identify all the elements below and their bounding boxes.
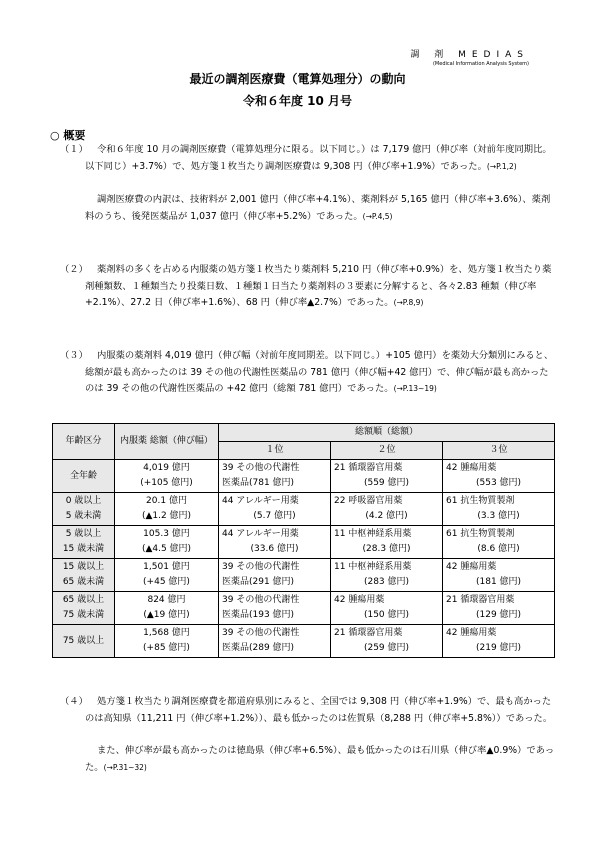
header-total-line2: （伸び幅） (167, 436, 213, 446)
rank3-value: (8.6 億円) (477, 544, 520, 554)
rank2-cell (331, 526, 443, 559)
header-rank1: １位 (219, 442, 331, 460)
table-row (53, 493, 555, 526)
rank2-value: (150 億円) (363, 610, 410, 620)
brand-subtitle: (Medical Information Analysis System) (432, 61, 529, 67)
overview-heading: ○ 概要 (50, 129, 86, 142)
rank1-name: 44 アレルギー用薬 (222, 529, 299, 539)
rank2-name: 42 腫瘍用薬 (334, 595, 385, 605)
rank1-value: 医薬品(289 億円) (222, 643, 295, 653)
rank1-value: 医薬品(781 億円) (222, 478, 295, 488)
section-3-paragraph (85, 348, 555, 398)
rank2-name: 11 中枢神経系用薬 (334, 529, 412, 539)
table-row (53, 592, 555, 625)
table-row (53, 526, 555, 559)
header-rank2: ２位 (331, 442, 443, 460)
rank1-value: (33.6 億円) (250, 544, 299, 554)
age-line1: 15 歳以上 (62, 562, 105, 572)
section-1-number: （１） (60, 144, 88, 155)
rank1-cell (219, 559, 331, 592)
section-1-text-1: 令和６年度 10 月の調剤医療費（電算処理分に限る。以下同じ。）は 7,179 億円（伸び率（対前年度同期比。以下同じ）+3.7%）で、処方箋１枚当たり調剤医療費は 9,308 円（伸び率+1.9%）であった。 (85, 144, 552, 172)
rank3-name: 61 抗生物質製剤 (446, 529, 515, 539)
section-2-number: （２） (60, 264, 88, 275)
total-change: (+85 億円) (143, 643, 190, 653)
rank3-name: 42 腫瘍用薬 (446, 463, 497, 473)
age-line1: 65 歳以上 (62, 595, 105, 605)
total-change: (+45 億円) (143, 577, 190, 587)
age-line2: 15 歳未満 (62, 544, 105, 554)
age-group-table (52, 423, 555, 658)
rank3-name: 42 腫瘍用薬 (446, 562, 497, 572)
section-4-text-2: また、伸び率が最も高かったのは徳島県（伸び率+6.5%）、最も低かったのは石川県（伸び率▲0.9%）であった。 (85, 745, 555, 773)
section-2-paragraph (85, 262, 555, 312)
rank3-cell (443, 625, 555, 658)
total-value: 824 億円 (147, 595, 186, 605)
section-2-text: 薬剤料の多くを占める内服薬の処方箋１枚当たり薬剤料 5,210 円（伸び率+0.9%）を、処方箋１枚当たり薬剤種類数、１種類当たり投薬日数、１種類１日当たり薬剤料の３要素に分解すると、各々2.83 種類（伸び率+2.1%）、27.2 日（伸び率+1.6%）、68 円（伸び率▲2.7%）であった。 (85, 264, 552, 308)
table-row (53, 460, 555, 493)
document-issue: 令和６年度 10 月号 (242, 94, 353, 108)
age-cell (53, 460, 115, 493)
total-value: 20.1 億円 (146, 496, 187, 506)
total-cell (115, 493, 219, 526)
header-rank3: ３位 (443, 442, 555, 460)
header-age: 年齢区分 (53, 424, 115, 460)
total-cell (115, 559, 219, 592)
section-2-ref: (→P.8,9) (393, 298, 424, 307)
section-1-text-2: 調剤医療費の内訳は、技術料が 2,001 億円（伸び率+4.1%）、薬剤料が 5,165 億円（伸び率+3.6%）、薬剤料のうち、後発医薬品が 1,037 億円（伸び率+5.2%）であった。 (85, 194, 551, 222)
rank3-name: 61 抗生物質製剤 (446, 496, 515, 506)
rank1-value: 医薬品(193 億円) (222, 610, 295, 620)
rank2-value: (28.3 億円) (362, 544, 411, 554)
section-4-text-1: 処方箋１枚当たり調剤医療費を都道府県別にみると、全国では 9,308 円（伸び率+1.9%）で、最も高かったのは高知県（11,211 円（伸び率+1.2%））、最も低かったのは佐賀県（8,288 円（伸び率+5.8%））であった。 (85, 696, 553, 724)
rank1-cell (219, 592, 331, 625)
rank2-value: (283 億円) (363, 577, 410, 587)
rank2-value: (4.2 億円) (365, 511, 408, 521)
rank3-value: (219 億円) (475, 643, 522, 653)
rank3-value: (129 億円) (475, 610, 522, 620)
age-cell (53, 526, 115, 559)
total-value: 105.3 億円 (143, 529, 190, 539)
total-change: (▲4.5 億円) (141, 544, 192, 554)
header-total-line1: 内服薬 総額 (120, 436, 168, 446)
rank3-name: 21 循環器官用薬 (446, 595, 515, 605)
total-cell (115, 526, 219, 559)
rank3-cell (443, 592, 555, 625)
rank2-name: 21 循環器官用薬 (334, 628, 403, 638)
section-1-paragraph-1 (85, 142, 555, 175)
rank1-name: 44 アレルギー用薬 (222, 496, 299, 506)
table-row (53, 559, 555, 592)
rank1-name: 39 その他の代謝性 (222, 628, 300, 638)
total-value: 1,568 億円 (143, 628, 190, 638)
age-cell (53, 559, 115, 592)
rank3-cell (443, 526, 555, 559)
rank3-value: (181 億円) (475, 577, 522, 587)
rank1-cell (219, 625, 331, 658)
section-4-ref-2: (→P.31~32) (103, 762, 147, 772)
document-title: 最近の調剤医療費（電算処理分）の動向 (189, 72, 406, 86)
section-1-paragraph-2 (85, 192, 555, 225)
rank2-cell (331, 625, 443, 658)
section-3-number: （３） (60, 350, 88, 361)
age-line2: 75 歳未満 (62, 610, 105, 620)
age-line1: 5 歳以上 (65, 529, 102, 539)
total-change: (+105 億円) (140, 478, 193, 488)
rank1-cell (219, 493, 331, 526)
age-cell (53, 493, 115, 526)
age-line2: 5 歳未満 (65, 511, 102, 521)
total-cell (115, 625, 219, 658)
rank2-value: (559 億円) (363, 478, 410, 488)
age-line2: 65 歳未満 (62, 577, 105, 587)
rank3-cell (443, 460, 555, 493)
age-cell (53, 592, 115, 625)
rank1-cell (219, 460, 331, 493)
rank3-cell (443, 493, 555, 526)
rank1-name: 39 その他の代謝性 (222, 463, 300, 473)
total-change: (▲1.2 億円) (141, 511, 192, 521)
rank2-cell (331, 460, 443, 493)
rank3-cell (443, 559, 555, 592)
age-cell (53, 625, 115, 658)
rank2-name: 21 循環器官用薬 (334, 463, 403, 473)
age-line1: 全年齢 (69, 470, 97, 481)
age-line1: 0 歳以上 (65, 496, 102, 506)
total-cell (115, 460, 219, 493)
section-4-paragraph-1 (85, 694, 555, 727)
section-1-ref-2: (→P.4,5) (362, 211, 393, 221)
rank3-name: 42 腫瘍用薬 (446, 628, 497, 638)
rank2-value: (259 億円) (363, 643, 410, 653)
rank1-name: 39 その他の代謝性 (222, 562, 300, 572)
rank1-name: 39 その他の代謝性 (222, 595, 300, 605)
rank1-value: (5.7 億円) (253, 511, 296, 521)
section-1-ref-1: (→P.1,2) (486, 161, 517, 171)
header-total (115, 424, 219, 460)
rank1-cell (219, 526, 331, 559)
table-row (53, 625, 555, 658)
total-change: (▲19 億円) (143, 610, 190, 620)
rank1-value: 医薬品(291 億円) (222, 577, 295, 587)
rank2-name: 22 呼吸器官用薬 (334, 496, 403, 506)
rank2-cell (331, 559, 443, 592)
age-line1: 75 歳以上 (62, 635, 105, 646)
total-value: 1,501 億円 (143, 562, 190, 572)
rank3-value: (3.3 億円) (477, 511, 520, 521)
section-3-text: 内服薬の薬剤料 4,019 億円（伸び幅（対前年度同期差。以下同じ。）+105 億円）を薬効大分類別にみると、総額が最も高かったのは 39 その他の代謝性医薬品の 781 億円（伸び幅+42 億円）で、伸び幅が最も高かったのは 39 その他の代謝性医薬品の +42 億円（総額 781 億円）であった。 (85, 350, 554, 394)
total-value: 4,019 億円 (143, 463, 190, 473)
brand-name: 調 剤 MEDIAS (410, 50, 529, 60)
rank2-cell (331, 592, 443, 625)
section-4-paragraph-2 (85, 743, 555, 776)
rank2-name: 11 中枢神経系用薬 (334, 562, 412, 572)
rank2-cell (331, 493, 443, 526)
header-rank-group: 総額順（総額） (219, 424, 555, 442)
total-cell (115, 592, 219, 625)
document-header (410, 47, 529, 67)
section-4-number: （４） (60, 696, 88, 707)
rank3-value: (553 億円) (475, 478, 522, 488)
section-3-ref: (→P.13~19) (393, 384, 437, 393)
